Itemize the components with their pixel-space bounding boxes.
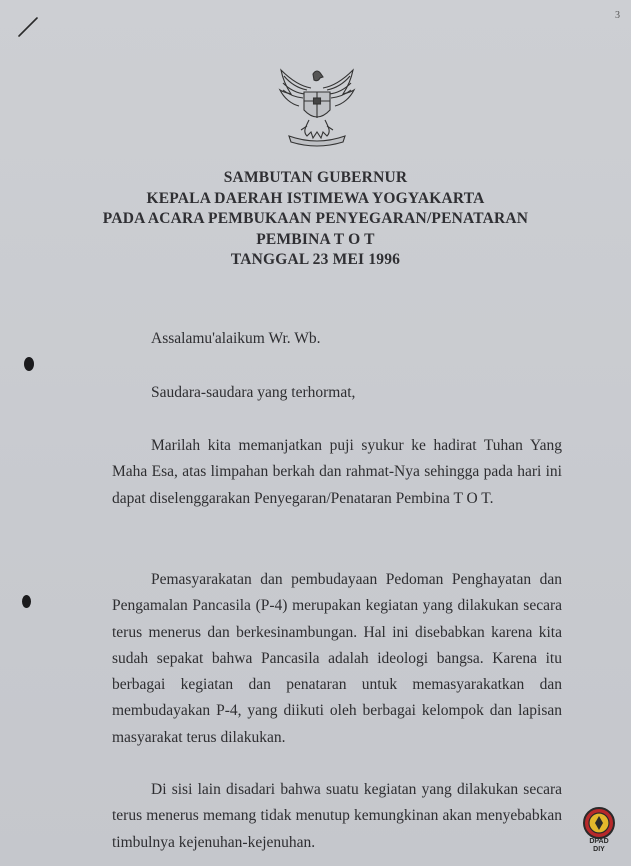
title-line-3: PADA ACARA PEMBUKAAN PENYEGARAN/PENATARAN [102, 210, 529, 227]
paragraph-2: Pemasyarakatan dan pembudayaan Pedoman Penghayatan dan Pengamalan Pancasila (P-4) merupakan kegiatan yang dilakukan secara terus menerus dan berkesinambungan. Hal ini disebabkan karena kita sudah sepakat bahwa Pancasila adalah ideologi bangsa. Karena itu berbagai kegiatan dan penataran untuk memasyarakatkan dan membudayakan P-4, yang diikuti oleh berbagai kelompok dan lapisan masyarakat terus dilakukan. [112, 571, 562, 746]
title-line-2: KEPALA DAERAH ISTIMEWA YOGYAKARTA [146, 189, 485, 207]
page-number: 3 [615, 10, 620, 21]
title-line-5: TANGGAL 23 MEI 1996 [230, 251, 401, 268]
punch-hole-bottom [22, 595, 31, 608]
title-line-1: SAMBUTAN GUBERNUR [223, 169, 408, 186]
paragraph-3: Di sisi lain disadari bahwa suatu kegiatan yang dilakukan secara terus menerus memang tidak menutup kemungkinan akan menyebabkan timbulnya kejenuhan-kejenuhan. [112, 781, 562, 851]
title-line-4: PEMBINA T O T [256, 230, 375, 248]
paragraph-1: Marilah kita memanjatkan puji syukur ke hadirat Tuhan Yang Maha Esa, atas limpahan berkah dan rahmat-Nya sehingga pada hari ini dapat diselenggarakan Penyegaran/Penataran Pembina T O T. [112, 437, 562, 507]
speech-title [0, 168, 631, 271]
archive-seal-label [580, 838, 618, 853]
garuda-emblem-icon [277, 66, 357, 148]
seal-line-2: DIY [593, 845, 605, 853]
greeting: Assalamu'alaikum Wr. Wb. [151, 330, 321, 347]
seal-line-1: DPAD [589, 838, 609, 845]
salutation: Saudara-saudara yang terhormat, [151, 384, 356, 401]
pen-slash-mark [17, 16, 39, 38]
punch-hole-top [24, 357, 34, 371]
